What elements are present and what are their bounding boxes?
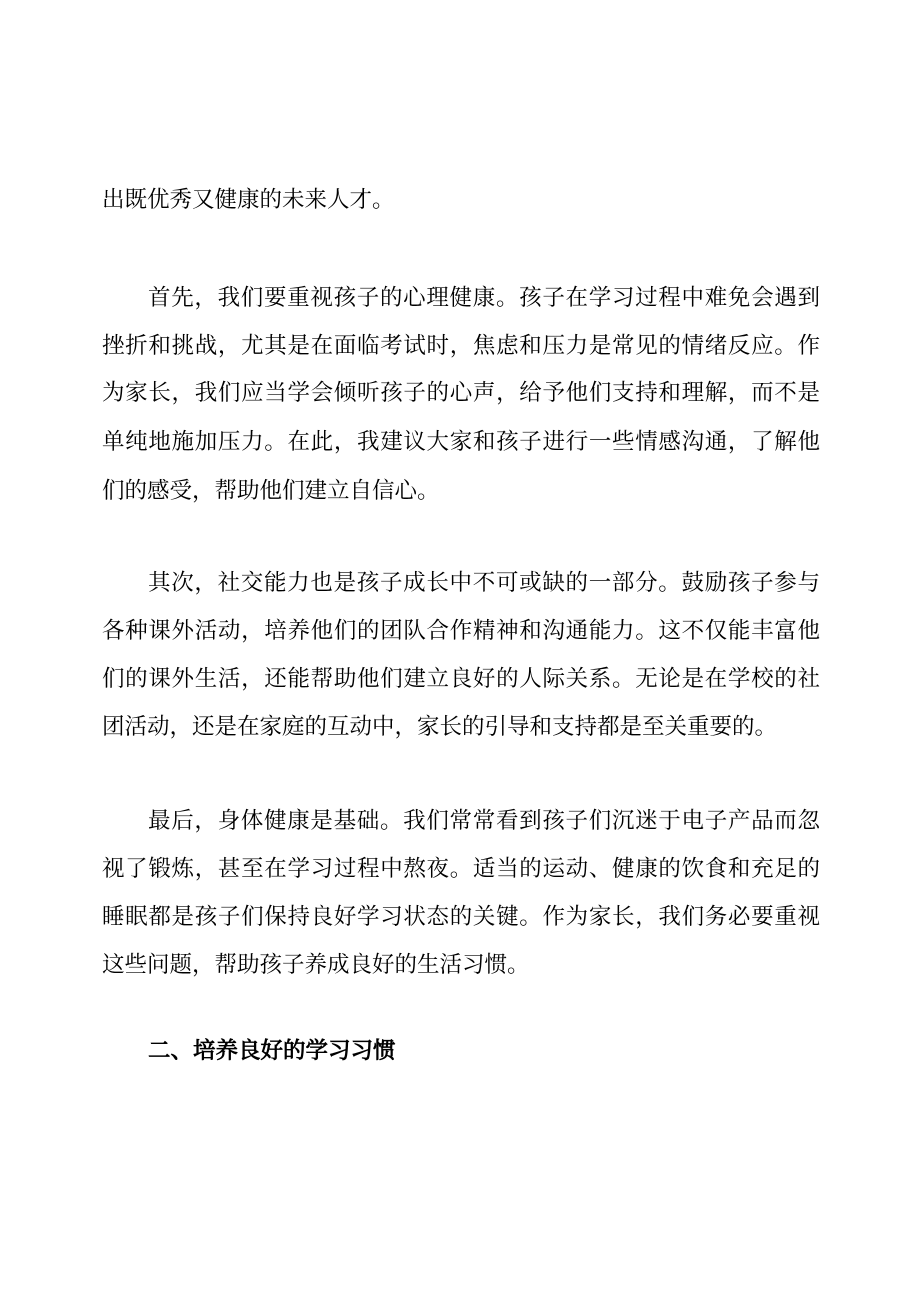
paragraph-line: 挫折和挑战，尤其是在面临考试时，焦虑和压力是常见的情绪反应。作: [102, 333, 820, 359]
section-heading: 二、培养良好的学习习惯: [148, 1038, 396, 1064]
paragraph-line: 最后，身体健康是基础。我们常常看到孩子们沉迷于电子产品而忽: [148, 808, 820, 834]
paragraph-line: 团活动，还是在家庭的互动中，家长的引导和支持都是至关重要的。: [102, 714, 778, 740]
paragraph-line: 睡眠都是孩子们保持良好学习状态的关键。作为家长，我们务必要重视: [102, 904, 820, 930]
paragraph-line: 视了锻炼，甚至在学习过程中熬夜。适当的运动、健康的饮食和充足的: [102, 856, 820, 882]
paragraph-line: 单纯地施加压力。在此，我建议大家和孩子进行一些情感沟通，了解他: [102, 429, 820, 455]
paragraph-line: 这些问题，帮助孩子养成良好的生活习惯。: [102, 952, 530, 978]
paragraph-line: 出既优秀又健康的未来人才。: [102, 187, 395, 213]
paragraph-line: 各种课外活动，培养他们的团队合作精神和沟通能力。这不仅能丰富他: [102, 618, 820, 644]
paragraph-line: 们的感受，帮助他们建立自信心。: [102, 478, 440, 504]
paragraph-line: 们的课外生活，还能帮助他们建立良好的人际关系。无论是在学校的社: [102, 666, 820, 692]
paragraph-line: 为家长，我们应当学会倾听孩子的心声，给予他们支持和理解，而不是: [102, 380, 820, 406]
paragraph-line: 首先，我们要重视孩子的心理健康。孩子在学习过程中难免会遇到: [148, 285, 820, 311]
paragraph-line: 其次，社交能力也是孩子成长中不可或缺的一部分。鼓励孩子参与: [148, 570, 820, 596]
